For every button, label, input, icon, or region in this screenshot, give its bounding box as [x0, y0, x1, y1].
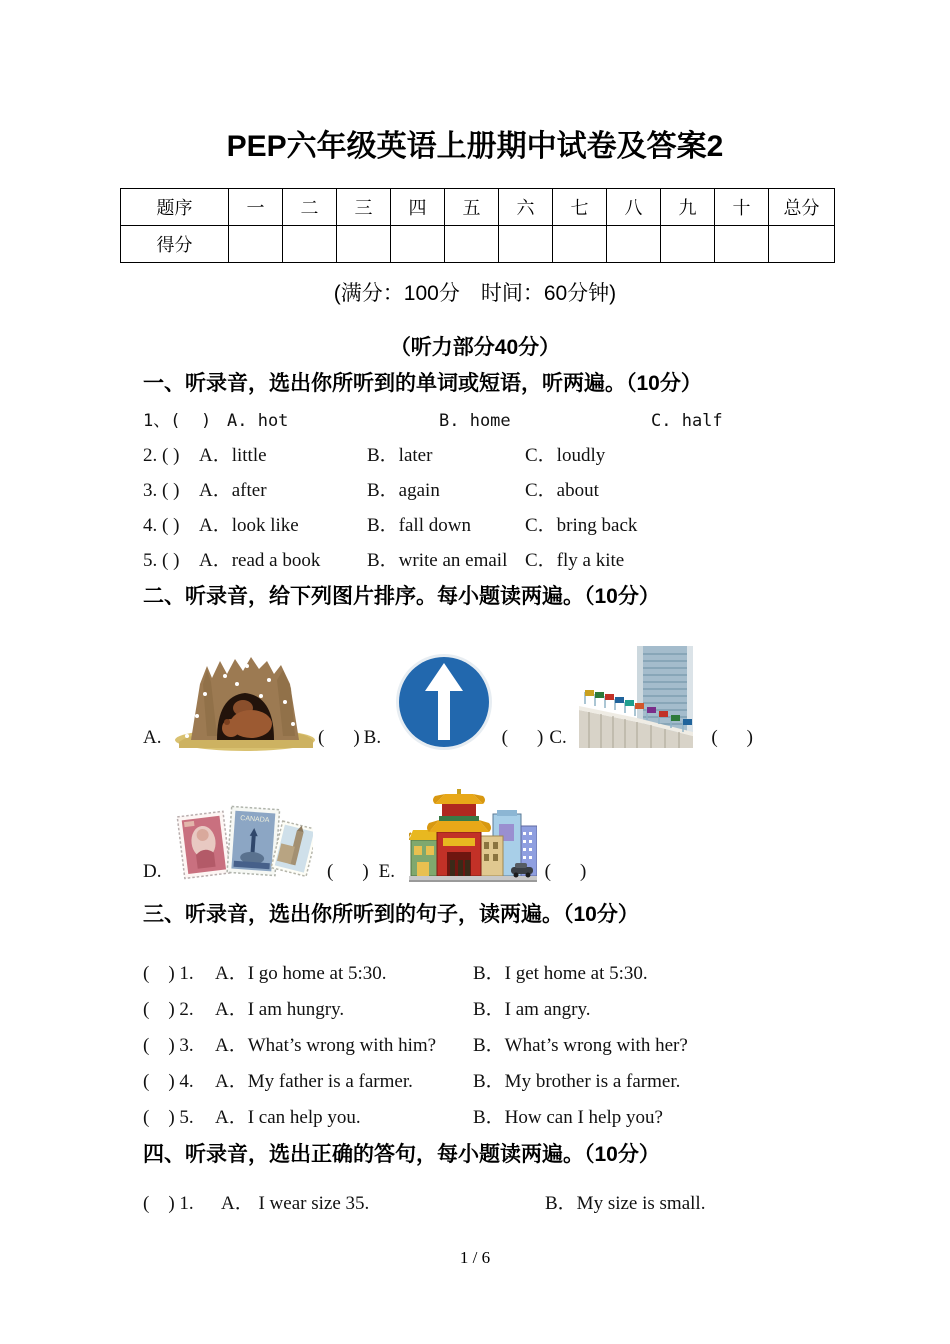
- col-header: 二: [283, 189, 337, 226]
- page-number: 1 / 6: [459, 1248, 491, 1267]
- section1-questions: [143, 409, 950, 573]
- image-label-b: B.: [363, 727, 382, 748]
- option-a: A．I am hungry.: [215, 999, 345, 1020]
- answer-slot-and-number: ( ) 5.: [143, 1107, 199, 1128]
- straight-ahead-traffic-sign-image: [394, 652, 494, 752]
- answer-slot: ( ): [327, 861, 371, 882]
- answer-slot: ( ): [318, 727, 362, 748]
- exam-info: (满分：100分 时间：60分钟): [333, 282, 617, 305]
- section2-image-row-2: [143, 788, 950, 886]
- option-b: B. home: [439, 411, 511, 431]
- row-label-defen: 得分: [121, 226, 229, 263]
- option-b: B．fall down: [367, 515, 471, 536]
- question-row: [143, 549, 950, 573]
- score-cell: [661, 226, 715, 263]
- col-header: 一: [229, 189, 283, 226]
- option-a: A． I wear size 35.: [221, 1193, 370, 1214]
- question-row: [143, 1034, 950, 1058]
- svg-text:CANADA: CANADA: [240, 815, 270, 825]
- question-row: [143, 444, 950, 468]
- score-row: [121, 226, 835, 263]
- row-label-tixu: 题序: [121, 189, 229, 226]
- question-number: 3. ( ): [143, 480, 185, 501]
- col-header: 八: [607, 189, 661, 226]
- col-header: 十: [715, 189, 769, 226]
- option-b: B．write an email: [367, 550, 508, 571]
- col-header: 五: [445, 189, 499, 226]
- score-cell: [499, 226, 553, 263]
- col-header: 三: [337, 189, 391, 226]
- score-cell: [553, 226, 607, 263]
- question-row: [143, 998, 950, 1022]
- col-header: 六: [499, 189, 553, 226]
- section2-heading: 二、听录音，给下列图片排序。每小题读两遍。（10分）: [143, 585, 660, 608]
- page-title: PEP六年级英语上册期中试卷及答案2: [226, 130, 724, 163]
- answer-slot-and-number: ( ) 1.: [143, 963, 199, 984]
- option-c: C. half: [651, 411, 723, 431]
- col-header: 九: [661, 189, 715, 226]
- option-b: B．later: [367, 445, 433, 466]
- option-b: B．I am angry.: [473, 999, 591, 1020]
- option-a: A．My father is a farmer.: [215, 1071, 413, 1092]
- question-row: [143, 514, 950, 538]
- answer-slot-and-number: ( ) 4.: [143, 1071, 199, 1092]
- option-b: B．My brother is a farmer.: [473, 1071, 681, 1092]
- answer-slot: ( ): [501, 727, 546, 748]
- question-number: 2. ( ): [143, 445, 185, 466]
- score-cell: [283, 226, 337, 263]
- un-headquarters-building-image: [579, 644, 707, 752]
- question-row: [143, 962, 950, 986]
- question-row: [143, 409, 950, 433]
- col-header-total: 总分: [769, 189, 835, 226]
- image-label-a: A.: [143, 727, 162, 748]
- option-a: A．I can help you.: [215, 1107, 361, 1128]
- option-a: A. hot: [227, 411, 289, 431]
- answer-slot-and-number: ( ) 2.: [143, 999, 199, 1020]
- answer-slot-and-number: ( ) 1.: [143, 1193, 199, 1214]
- option-b: B．again: [367, 480, 440, 501]
- question-row: [143, 1192, 950, 1216]
- score-cell: [337, 226, 391, 263]
- question-order-row: [121, 189, 835, 226]
- option-b: B．What’s wrong with her?: [473, 1035, 688, 1056]
- section1-heading: 一、听录音，选出你所听到的单词或短语，听两遍。（10分）: [143, 372, 702, 395]
- image-label-e: E.: [378, 861, 396, 882]
- answer-slot-and-number: ( ) 3.: [143, 1035, 199, 1056]
- question-number: 4. ( ): [143, 515, 185, 536]
- score-cell: [445, 226, 499, 263]
- answer-slot: ( ): [711, 727, 755, 748]
- option-a: A．look like: [199, 515, 299, 536]
- option-b: B．How can I help you?: [473, 1107, 663, 1128]
- canada-postage-stamps-image: [173, 802, 313, 886]
- option-c: C．bring back: [525, 515, 638, 536]
- section3-heading: 三、听录音，选出你所听到的句子，读两遍。（10分）: [143, 903, 639, 926]
- option-b: B．I get home at 5:30.: [473, 963, 648, 984]
- listening-part-header: （听力部分40分）: [389, 336, 561, 359]
- option-b: B．My size is small.: [545, 1193, 706, 1214]
- score-cell-total: [769, 226, 835, 263]
- section4-questions: [143, 1192, 950, 1216]
- col-header: 四: [391, 189, 445, 226]
- question-row: [143, 1070, 950, 1094]
- option-c: C．fly a kite: [525, 550, 625, 571]
- section2-image-row-1: [143, 644, 950, 752]
- score-cell: [391, 226, 445, 263]
- section3-questions: [143, 962, 950, 1130]
- score-table: [120, 188, 835, 263]
- score-cell: [715, 226, 769, 263]
- score-cell: [229, 226, 283, 263]
- option-c: C．loudly: [525, 445, 606, 466]
- chinatown-street-image: [409, 788, 537, 886]
- option-a: A．after: [199, 480, 267, 501]
- option-a: A．What’s wrong with him?: [215, 1035, 437, 1056]
- option-a: A．little: [199, 445, 267, 466]
- col-header: 七: [553, 189, 607, 226]
- hibernating-bears-cave-image: [173, 644, 318, 752]
- question-row: [143, 479, 950, 503]
- question-row: [143, 1106, 950, 1130]
- score-cell: [607, 226, 661, 263]
- section4-heading: 四、听录音，选出正确的答句，每小题读两遍。（10分）: [143, 1143, 660, 1166]
- option-a: A．read a book: [199, 550, 321, 571]
- image-label-d: D.: [143, 861, 162, 882]
- answer-slot: ( ): [544, 861, 589, 882]
- question-number: 5. ( ): [143, 550, 185, 571]
- option-a: A．I go home at 5:30.: [215, 963, 387, 984]
- image-label-c: C.: [549, 727, 567, 748]
- option-c: C．about: [525, 480, 599, 501]
- question-number: 1、( ): [143, 411, 222, 431]
